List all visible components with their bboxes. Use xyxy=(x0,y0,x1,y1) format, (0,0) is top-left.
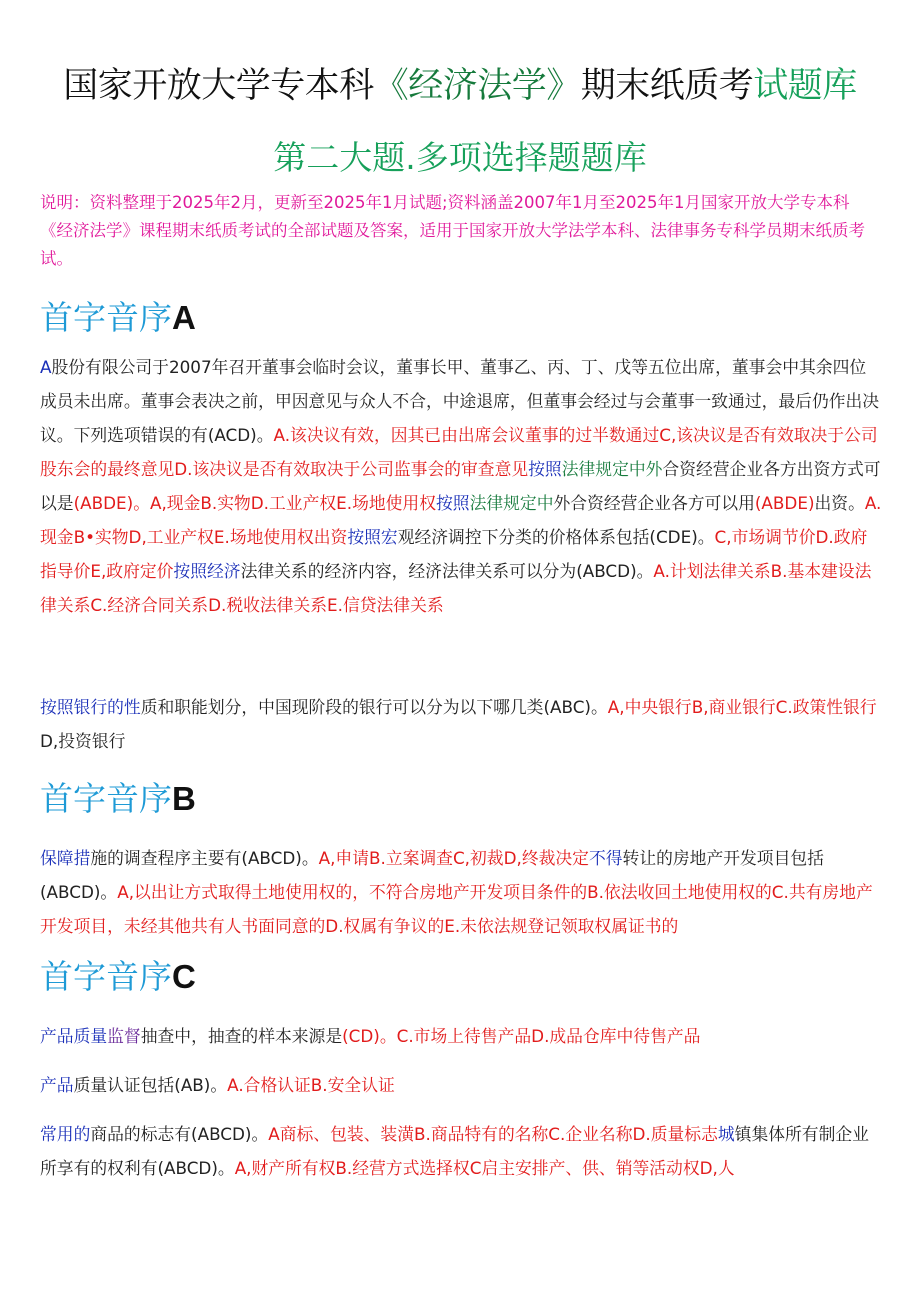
text-run: A xyxy=(40,357,52,377)
description-note: 说明：资料整理于2025年2月，更新至2025年1月试题;资料涵盖2007年1月至2025年1月国家开放大学专本科《经济法学》课程期末纸质考试的全部试题及答案，适用于国家开放大学法学本科、法律事务专科学员期末纸质考试。 xyxy=(40,193,865,268)
text-run: 按照银行的性 xyxy=(40,697,141,717)
section-heading-a-letter: A xyxy=(172,299,196,336)
section-a-paragraph-1 xyxy=(40,350,882,622)
question-text: 镇集体所有制企业所享有的权利有(ABCD)。 xyxy=(40,1124,869,1178)
section-heading-c-label: 首字音序 xyxy=(40,957,172,996)
answer-text: A商标、包装、装潢B.商品特有的名称C.企业名称D.质量标志 xyxy=(268,1124,718,1144)
question-text: 施的调查程序主要有(ABCD)。 xyxy=(90,848,319,868)
text-run: 不得 xyxy=(588,848,623,868)
question-text: 质和职能划分，中国现阶段的银行可以分为以下哪几类(ABC)。 xyxy=(140,697,608,717)
answer-text: A,中央银行B,商业银行C.政策性银行 xyxy=(607,697,877,717)
title-part-3: 期末纸质考 xyxy=(580,66,754,106)
section-heading-a xyxy=(40,296,196,340)
text-run: 保障措 xyxy=(40,848,91,868)
answer-text: A,以出让方式取得土地使用权的，不符合房地产开发项目条件的B.依法收回土地使用权的C.共有房地产开发项目，未经其他共有人书面同意的D.权属有争议的E.未依法规登记领取权属证书的 xyxy=(40,882,873,936)
text-run: 按照 xyxy=(435,493,470,513)
question-text: 观经济调控下分类的价格体系包括(CDE)。 xyxy=(397,527,715,547)
question-text: 质量认证包括(AB)。 xyxy=(73,1075,228,1095)
section-c-paragraph-1 xyxy=(40,1019,882,1053)
answer-text: (ABDE)。A,现金B.实物D.工业产权E.场地使用权 xyxy=(73,493,436,513)
section-heading-b-letter: B xyxy=(172,780,196,817)
section-heading-c xyxy=(40,955,196,999)
document-title xyxy=(0,62,920,110)
section-a-paragraph-2 xyxy=(40,690,882,758)
question-text: 股份有限公司于2007年召开董事会临时会议，董事长甲、董事乙、丙、丁、戊等五位出席，董事会中其余四位成员未出席。董事会表决之前，甲因意见与众人不合，中途退席，但董事会经过与会董事一致通过，最后仍作出决议。下列选项错误的有(ACD)。 xyxy=(40,357,880,445)
question-text: 合资经营企业各方出资方式可以是 xyxy=(40,459,881,513)
text-run: 法律规定中 xyxy=(469,493,554,513)
answer-text: A.合格认证B.安全认证 xyxy=(227,1075,395,1095)
answer-text: (ABDE) xyxy=(754,493,815,513)
question-text: D,投资银行 xyxy=(40,731,126,751)
question-text: 转让的房地产开发项目包括(ABCD)。 xyxy=(40,848,824,902)
answer-text: A.计划法律关系B.基本建设法律关系C.经济合同关系D.税收法律关系E.信贷法律关系 xyxy=(40,561,872,615)
text-run: 法律规定中外 xyxy=(561,459,663,479)
text-run: 产品 xyxy=(40,1075,74,1095)
question-text: 商品的标志有(ABCD)。 xyxy=(90,1124,269,1144)
question-text: 法律关系的经济内容，经济法律关系可以分为(ABCD)。 xyxy=(240,561,654,581)
answer-text: C,市场调节价D.政府指导价E,政府定价 xyxy=(40,527,868,581)
text-run: 按照经济 xyxy=(173,561,241,581)
title-part-2: 《经济法学》 xyxy=(373,66,581,106)
answer-text: A,财产所有权B.经营方式选择权C启主安排产、供、销等活动权D,人 xyxy=(234,1158,735,1178)
answer-text: (CD)。C.市场上待售产品D.成品仓库中待售产品 xyxy=(342,1026,701,1046)
answer-text: A.该决议有效，因其已由出席会议董事的过半数通过C,该决议是否有效取决于公司股东会的最终意见D.该决议是否有效取决于公司监事会的审查意见 xyxy=(40,425,878,479)
question-text: 外合资经营企业各方可以用 xyxy=(553,493,755,513)
text-run: 常用的 xyxy=(40,1124,91,1144)
question-text: 出资。 xyxy=(814,493,865,513)
section-c-paragraph-2 xyxy=(40,1068,882,1102)
section-heading-b-label: 首字音序 xyxy=(40,779,172,818)
section-heading-c-letter: C xyxy=(172,958,196,995)
question-text: 抽查中，抽查的样本来源是 xyxy=(140,1026,343,1046)
text-run: 按照 xyxy=(347,527,381,547)
text-run: 产品质量 xyxy=(40,1026,108,1046)
section-heading-a-label: 首字音序 xyxy=(40,298,172,337)
section-b-paragraph-1 xyxy=(40,841,882,943)
text-run: 宏 xyxy=(380,527,398,547)
text-run: 按照 xyxy=(528,459,562,479)
answer-text: A,申请B.立案调查C,初裁D,终裁决定 xyxy=(318,848,589,868)
document-subtitle: 第二大题.多项选择题题库 xyxy=(273,138,647,177)
section-c-paragraph-3 xyxy=(40,1117,882,1185)
section-heading-b xyxy=(40,777,196,821)
answer-text: A.现金B•实物D,工业产权E.场地使用权出资 xyxy=(40,493,882,547)
text-run: 城 xyxy=(717,1124,735,1144)
title-part-4: 试题库 xyxy=(753,66,857,106)
title-part-1: 国家开放大学专本科 xyxy=(63,66,374,106)
text-run: 监督 xyxy=(107,1026,141,1046)
